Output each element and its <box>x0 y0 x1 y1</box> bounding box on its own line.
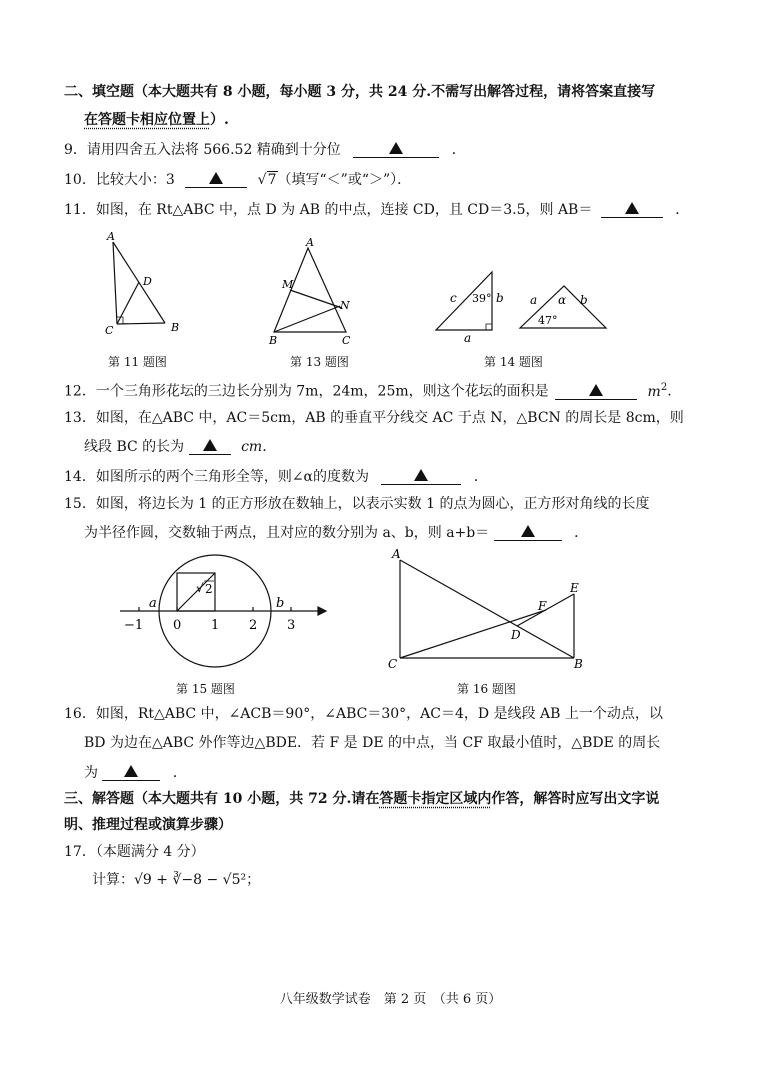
question-16-line3: 为 ． <box>84 762 187 783</box>
caption-fig14: 第 14 题图 <box>484 355 543 369</box>
question-16-line2: BD 为边在△ABC 外作等边△BDE．若 F 是 DE 的中点，当 CF 取最小值时，△BDE 的周长 <box>84 735 661 751</box>
answer-blank-13[interactable] <box>189 436 231 455</box>
answer-blank-15[interactable] <box>494 522 562 541</box>
fig15-label-a: a <box>149 596 157 611</box>
question-15-line2: 为半径作圆，交数轴于两点，且对应的数分别为 a、b，则 a+b＝ ． <box>84 522 588 543</box>
fig11-label-a: A <box>107 230 115 243</box>
fig15-tick-2: 2 <box>249 618 258 633</box>
answer-blank-16[interactable] <box>102 762 160 781</box>
fig15-tick-0: 0 <box>173 618 182 633</box>
fig13-label-n: N <box>340 299 350 312</box>
fig13-label-c: C <box>342 334 351 346</box>
fig15-label-b: b <box>276 596 285 611</box>
fig11-label-b: B <box>171 321 180 334</box>
fig13-label-b: B <box>269 334 278 346</box>
fig15-sqrt-value: 2 <box>205 582 213 596</box>
fig16-label-c: C <box>388 657 398 671</box>
caption-fig16: 第 16 题图 <box>457 682 516 696</box>
caption-fig15: 第 15 题图 <box>176 682 235 696</box>
question-16: 16．如图，Rt△ABC 中，∠ACB＝90°，∠ABC＝30°，AC＝4，D 是线段 AB 上一个动点，以 <box>64 706 663 722</box>
fig14-label-alpha: α <box>558 293 567 307</box>
question-13-line2: 线段 BC 的长为 cm. <box>84 436 267 457</box>
fig11-label-c: C <box>105 324 114 337</box>
fig16-label-b: B <box>574 657 583 671</box>
fig16-label-d: D <box>511 628 521 642</box>
fig14-label-c: c <box>450 291 457 305</box>
question-11: 11．如图，在 Rt△ABC 中，点 D 为 AB 的中点，连接 CD，且 CD＝3.5，则 AB＝ ． <box>64 199 689 220</box>
fig15-tick-1: 1 <box>211 618 220 633</box>
figure-11 <box>95 228 195 340</box>
figure-15 <box>118 546 328 676</box>
question-15: 15．如图，将边长为 1 的正方形放在数轴上，以表示实数 1 的点为圆心，正方形对角线的长度 <box>64 496 650 512</box>
fig16-label-f: F <box>538 599 547 613</box>
fig14-angle-39: 39° <box>472 292 492 305</box>
fig14-label-a1: a <box>464 331 472 345</box>
figure-16 <box>384 546 594 676</box>
answer-blank-14[interactable] <box>381 466 461 485</box>
section3-heading: 三、解答题（本大题共有 10 小题，共 72 分.请在答题卡指定区域内作答，解答时应写出文字说 <box>64 791 660 807</box>
fig14-label-a2: a <box>530 293 538 307</box>
page-footer: 八年级数学试卷 第 2 页 （共 6 页） <box>279 992 502 1007</box>
fig13-label-a: A <box>306 236 314 249</box>
section3-heading-line2: 明、推理过程或演算步骤） <box>64 817 232 833</box>
fig14-label-b2: b <box>580 293 588 307</box>
question-14: 14．如图所示的两个三角形全等，则∠α的度数为 ． <box>64 466 488 487</box>
fig14-angle-47: 47° <box>538 314 558 327</box>
fig15-tick-3: 3 <box>287 618 296 633</box>
section2-heading-line2: 在答题卡相应位置上）. <box>84 112 229 128</box>
question-12: 12．一个三角形花坛的三边长分别为 7m，24m，25m，则这个花坛的面积是 $m^2$. <box>64 382 672 400</box>
figure-13 <box>264 236 364 346</box>
figure-14 <box>430 266 615 346</box>
question-9: 9．请用四舍五入法将 566.52 精确到十分位 ． <box>64 139 466 160</box>
question-10: 10．比较大小：3 √7（填写“＜”或“＞”）． <box>64 169 411 190</box>
answer-blank-11[interactable] <box>601 199 663 218</box>
fig16-label-a: A <box>392 547 401 561</box>
answer-blank-10[interactable] <box>185 169 247 188</box>
answer-blank-12[interactable] <box>555 381 637 400</box>
caption-fig11: 第 11 题图 <box>108 355 167 369</box>
fig14-label-b1: b <box>496 291 504 305</box>
question-17: 17．（本题满分 4 分） <box>64 844 205 860</box>
fig11-label-d: D <box>143 275 152 288</box>
section2-heading: 二、填空题（本大题共有 8 小题，每小题 3 分，共 24 分.不需写出解答过程，请将答案直接写 <box>64 84 656 100</box>
answer-blank-9[interactable] <box>353 139 439 158</box>
fig15-tick-minus1: −1 <box>124 618 144 633</box>
question-17-expression: 计算：√9 + ∛−8 − √5²； <box>92 872 261 888</box>
fig15-sqrt-sign: √ <box>196 581 204 595</box>
fig13-label-m: M <box>282 278 294 291</box>
caption-fig13: 第 13 题图 <box>290 355 349 369</box>
question-13: 13．如图，在△ABC 中，AC＝5cm，AB 的垂直平分线交 AC 于点 N，△BCN 的周长是 8cm，则 <box>64 410 684 426</box>
fig16-label-e: E <box>570 581 579 595</box>
